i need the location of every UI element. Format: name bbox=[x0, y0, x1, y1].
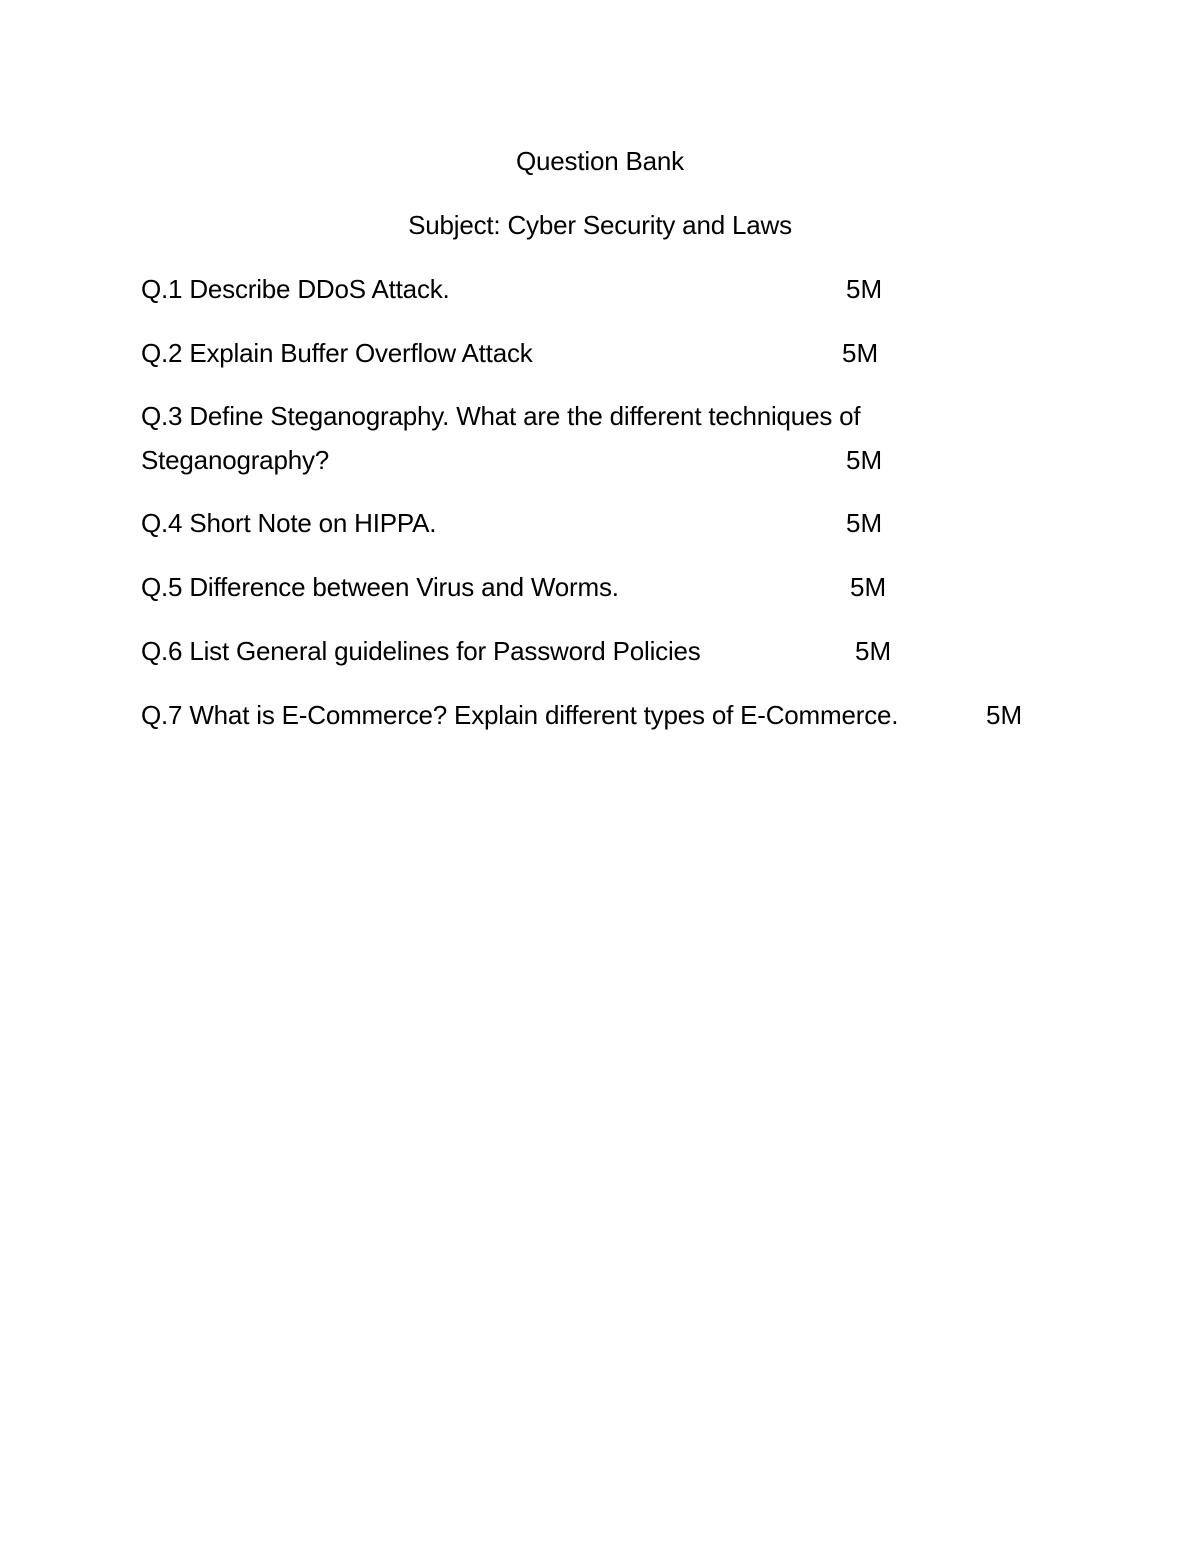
question-3-marks: 5M bbox=[846, 445, 883, 475]
question-6-text: Q.6 List General guidelines for Password Policies bbox=[141, 636, 701, 666]
document-title: Question Bank bbox=[516, 146, 684, 176]
question-1-marks: 5M bbox=[846, 274, 883, 304]
subject-line: Subject: Cyber Security and Laws bbox=[408, 210, 792, 240]
question-2-text: Q.2 Explain Buffer Overflow Attack bbox=[141, 338, 533, 368]
question-6-marks: 5M bbox=[855, 636, 892, 666]
question-1-text: Q.1 Describe DDoS Attack. bbox=[141, 274, 450, 304]
question-7-marks: 5M bbox=[986, 700, 1023, 730]
question-2-marks: 5M bbox=[842, 338, 879, 368]
question-5-marks: 5M bbox=[850, 572, 887, 602]
question-5-text: Q.5 Difference between Virus and Worms. bbox=[141, 572, 619, 602]
question-4-marks: 5M bbox=[846, 508, 883, 538]
question-3-continuation: Steganography? bbox=[141, 445, 330, 475]
question-7-text: Q.7 What is E-Commerce? Explain different types of E-Commerce. bbox=[141, 700, 899, 730]
question-4-text: Q.4 Short Note on HIPPA. bbox=[141, 508, 437, 538]
question-3-text: Q.3 Define Steganography. What are the different techniques of bbox=[141, 401, 861, 431]
